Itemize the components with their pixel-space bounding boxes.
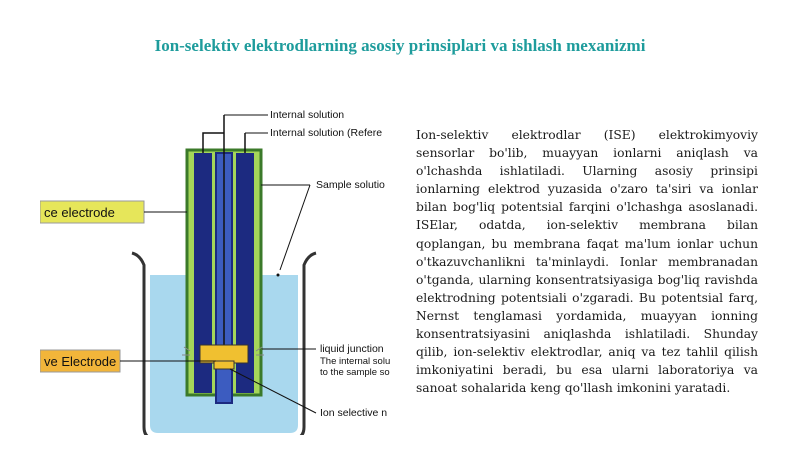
ion-selective-membrane — [214, 361, 234, 369]
liquid-junction-note-1: The internal solu — [320, 356, 391, 367]
ion-selective-electrode-diagram — [40, 95, 392, 435]
reference-electrode-label: ce electrode — [44, 205, 115, 220]
ion-selective-electrode-label: ve Electrode — [44, 354, 117, 369]
internal-solution-ref-label: Internal solution (Refere — [270, 127, 383, 139]
internal-solution-label: Internal solution — [270, 109, 345, 121]
liquid-junction-note-2: to the sample so — [320, 367, 390, 378]
liquid-junction-block — [200, 345, 248, 363]
slide-body-text: Ion-selektiv elektrodlar (ISE) elektrokimyoviy sensorlar bo'lib, muayyan ionlarni aniqlash va o'lchashda ishlatiladi. Ularning asosiy prinsipi ionlarning elektrod yuzasida o'zaro ta'siri va ionlar bilan bog'liq potentsial farqini o'lchashga asoslanadi. ISElar, odatda, ion-selektiv membrana bilan qoplangan, bu membrana faqat ma'lum ionlar uchun o'tkazuvchanlikni ta'minlaydi. Ionlar membranadan o'tganda, ularning konsentratsiyasiga bog'liq ravishda elektrodning potentsiali o'zgaradi. Bu potentsial farq, Nernst tenglamasi yordamida, muayyan ionning konsentratsiyasini aniqlashda ishlatiladi. Shunday qilib, ion-selektiv elektrodlar, aniq va tez tahlil qilish imkoniyatini beradi, bu esa ularni laboratoriya va sanoat sohalarida keng qo'llash imkonini yaratadi. — [416, 128, 758, 396]
slide-title: Ion-selektiv elektrodlarning asosiy prinsiplari va ishlash mexanizmi — [154, 36, 646, 55]
sample-solution-label: Sample solutio — [316, 179, 385, 191]
liquid-junction-label: liquid junction — [320, 343, 384, 355]
ion-selective-membrane-label: Ion selective n — [320, 407, 388, 419]
